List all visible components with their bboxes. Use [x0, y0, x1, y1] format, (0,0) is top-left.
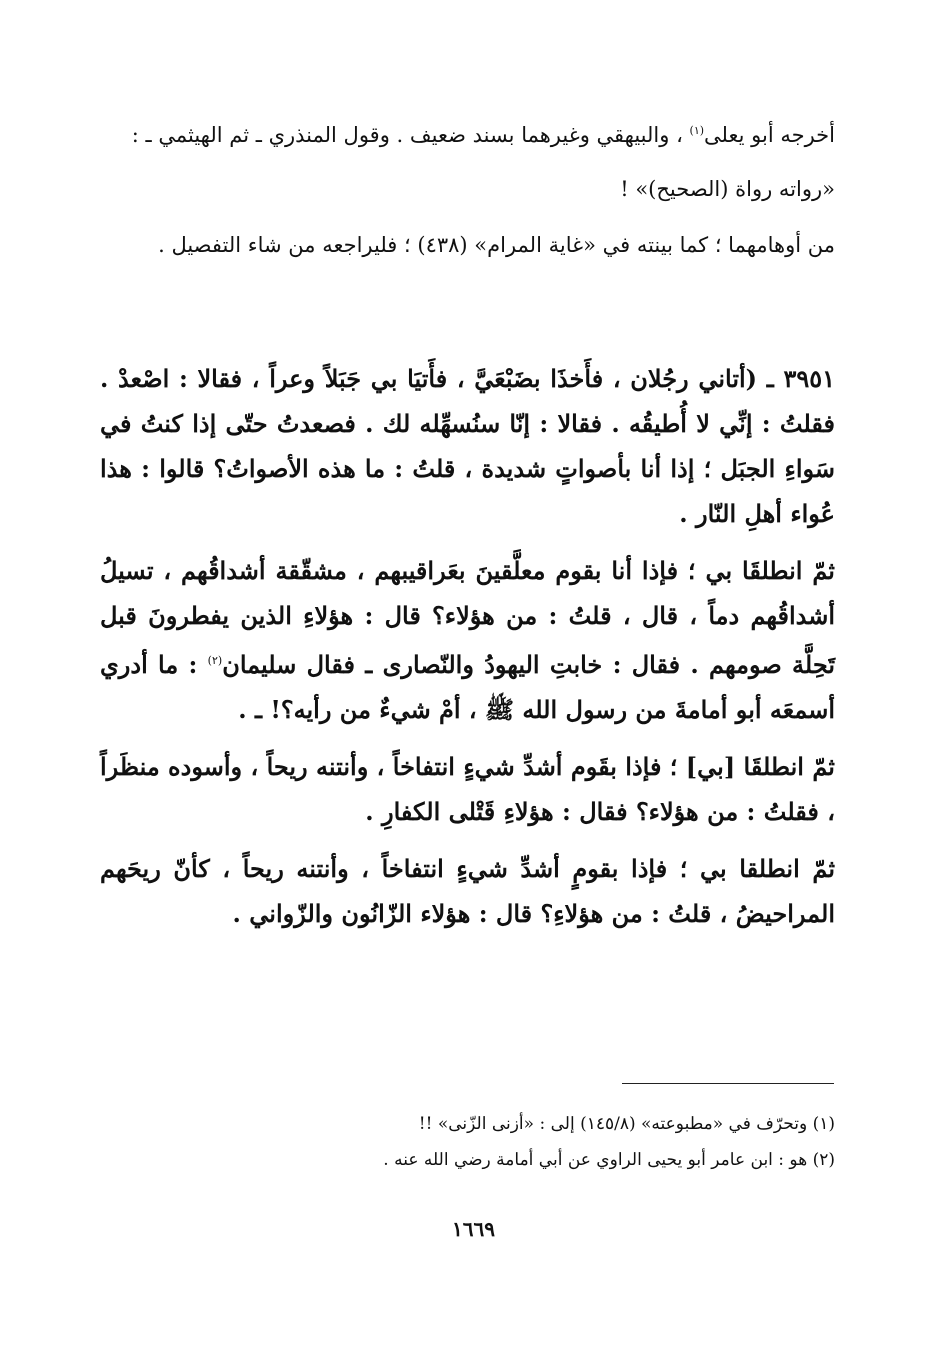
footnote-ref-1[interactable]: (١) [689, 124, 705, 137]
hadith-paragraph-1 [100, 356, 835, 536]
intro-note: من أوهامهما ؛ كما بينته في «غاية المرام» (٤٣٨) ؛ فليراجعه من شاء التفصيل . [158, 233, 835, 257]
intro-text: أخرجه أبو يعلى [704, 123, 835, 147]
intro-section [100, 108, 835, 268]
intro-text-rest: ، والبيهقي وغيرهما بسند ضعيف . وقول المنذري ـ ثم الهيثمي ـ : [131, 123, 683, 147]
hadith-section [100, 356, 835, 948]
page-number: ١٦٦٩ [452, 1217, 495, 1241]
footnotes-section [100, 1106, 835, 1178]
footnote-divider [622, 1083, 834, 1084]
hadith-paragraph-3: ثمّ انطلقَا [بي] ؛ فإذا بقَوم أشدِّ شيءٍ انتفاخاً ، وأنتنه ريحاً ، وأسوده منظَراً ، فقلتُ : من هؤلاء؟ فقال : هؤلاءِ قَتْلى الكفارِ . [100, 752, 835, 826]
hadith-text-1: ـ (أتاني رجُلان ، فأَخذَا بضَبْعَيَّ ، فأَتيَا بي جَبَلاً وعراً ، فقالا : اصْعدْ . فقلتُ : إنِّي لا أُطيقُه . فقالا : إنّا سنُسهِّله لك . فصعدتُ حتّى إذا كنتُ في سَواءِ الجبَل ؛ إذا أنا بأصواتٍ شديدة ، قلتُ : ما هذه الأصواتُ؟ قالوا : هذا عُواء أهلِ النّار . [100, 364, 835, 528]
intro-paragraph [100, 108, 835, 158]
intro-quote: «رواته رواة (الصحيح)» ! [620, 177, 835, 201]
hadith-paragraph-2 [100, 548, 835, 732]
footnote-ref-2[interactable]: (٢) [207, 654, 223, 667]
hadith-paragraph-4: ثمّ انطلقا بي ؛ فإذا بقومٍ أشدِّ شيءٍ انتفاخاً ، وأنتنه ريحاً ، كأنّ ريحَهم المراحيضُ ، قلتُ : من هؤلاءِ؟ قال : هؤلاء الزّانُون والزّواني . [100, 854, 835, 928]
hadith-text-2b: : ما أدري أسمعَه أبو أمامةَ من رسول الله ﷺ ، أمْ شيءٌ من رأيه؟! ـ . [100, 650, 835, 724]
hadith-number: ٣٩٥١ [783, 364, 835, 393]
footnote-1: (١) وتحرّف في «مطبوعته» (١٤٥/٨) إلى : «أزنى الزّنى» !! [418, 1114, 835, 1134]
hadith-text-2a: ثمّ انطلقَا بي ؛ فإذا أنا بقوم معلَّقينَ بعَراقيبهم ، مشقّقة أشداقُهم ، تسيلُ أشداقُهم دماً ، قال ، قلتُ : من هؤلاء؟ قال : هؤلاءِ الذين يفطرونَ قبل تَحِلَّة صومهم . فقال : خابتِ اليهودُ والنّصارى ـ فقال سليمان [100, 556, 836, 679]
footnote-2: (٢) هو : ابن عامر أبو يحيى الراوي عن أبي أمامة رضي الله عنه . [383, 1150, 835, 1170]
